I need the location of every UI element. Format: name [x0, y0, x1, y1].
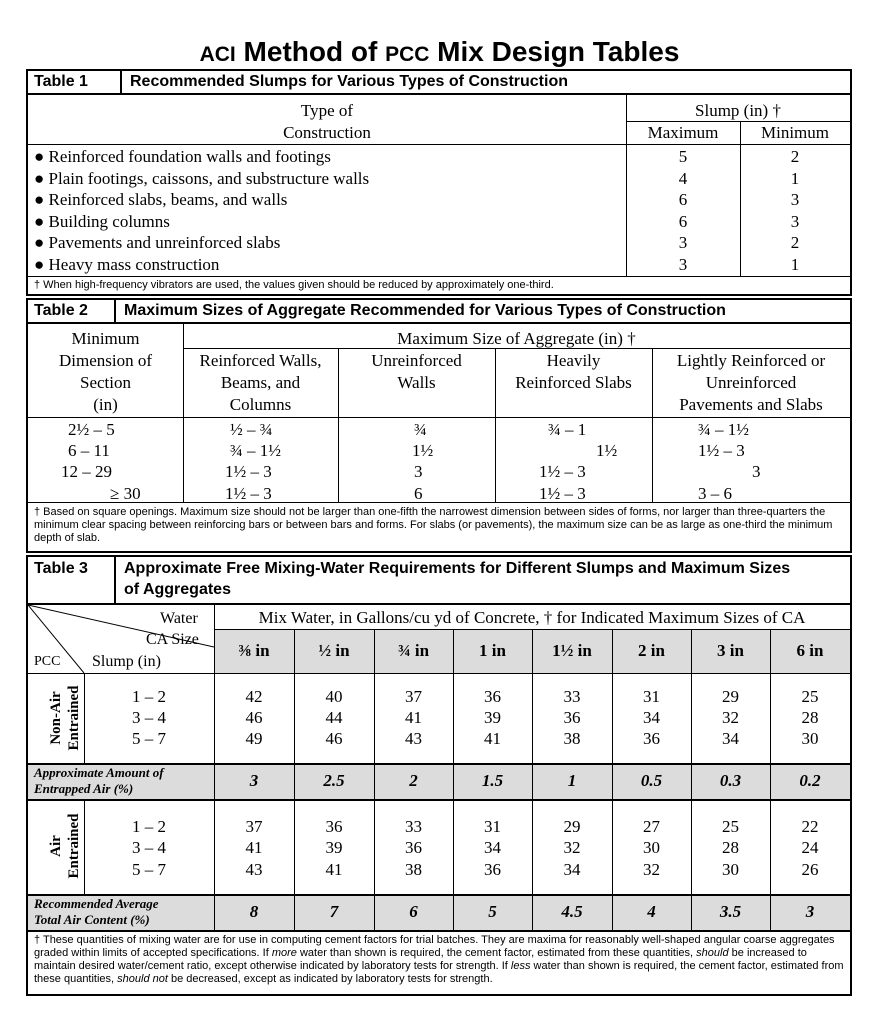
table-row: ● Reinforced slabs, beams, and walls: [34, 190, 288, 209]
table-row: ● Reinforced foundation walls and footings: [34, 147, 331, 166]
max-value: 4: [678, 169, 688, 188]
table-cell: 33: [563, 687, 581, 706]
table-cell: 39: [484, 708, 501, 727]
col-header-d: Unreinforced: [705, 373, 797, 392]
dim-value: 12 – 29: [61, 462, 112, 481]
col-header-a: Columns: [229, 395, 292, 414]
size-header: 6 in: [796, 641, 824, 660]
non-air-label-2: Entrained: [66, 685, 82, 751]
table-cell: 2.5: [323, 771, 345, 790]
table-cell: 33: [405, 817, 422, 836]
dim-value: 2½ – 5: [68, 420, 115, 439]
min-value: 3: [790, 212, 800, 231]
table-cell: 4: [647, 902, 656, 921]
col-a-value: 1½ – 3: [225, 462, 272, 481]
table-cell: 36: [643, 729, 660, 748]
table-row: ● Building columns: [34, 212, 170, 231]
table-3: [26, 555, 852, 996]
table-cell: 28: [801, 708, 819, 727]
table-3-header: [28, 557, 850, 605]
min-value: 2: [790, 147, 800, 166]
total-air-label: Recommended Average: [34, 896, 159, 911]
table-row: ● Plain footings, caissons, and substructure walls: [34, 169, 370, 188]
total-air-label-2: Total Air Content (%): [34, 912, 150, 927]
table-cell: 36: [325, 817, 343, 836]
slump-value: 3 – 4: [132, 838, 166, 857]
table-title: Maximum Sizes of Aggregate Recommended for Various Types of Construction: [124, 302, 726, 319]
table-cell: 34: [563, 860, 581, 879]
col-header-min-2: Dimension of: [58, 351, 153, 370]
size-header: 1½ in: [552, 641, 592, 660]
col-header-minimum: Minimum: [760, 123, 829, 142]
col-a-value: ½ – ¾: [230, 420, 273, 439]
table-cell: 39: [325, 838, 343, 857]
table-title-line-2: of Aggregates: [124, 581, 231, 598]
air-label: Air: [48, 835, 64, 857]
table-cell: 36: [563, 708, 581, 727]
col-c-value: 1½ – 3: [539, 462, 586, 481]
table-cell: 8: [249, 902, 259, 921]
col-header-a: Beams, and: [220, 373, 301, 392]
table-cell: 30: [722, 860, 739, 879]
col-header-slump: Slump (in) †: [695, 101, 781, 120]
dim-value: 6 – 11: [68, 441, 110, 460]
col-header-d: Pavements and Slabs: [679, 395, 823, 414]
corner-slump-label: Slump (in): [92, 653, 161, 670]
col-header-b: Unreinforced: [371, 351, 462, 370]
slump-value: 3 – 4: [132, 708, 166, 727]
table-cell: 4.5: [561, 902, 583, 921]
slump-value: 5 – 7: [132, 860, 166, 879]
table-cell: 27: [643, 817, 660, 836]
table-cell: 38: [563, 729, 581, 748]
table-cell: 1: [567, 771, 577, 790]
col-d-value: ¾ – 1½: [698, 420, 749, 439]
min-value: 2: [790, 233, 800, 252]
table-title: Recommended Slumps for Various Types of Construction: [130, 73, 568, 90]
max-value: 3: [678, 255, 688, 274]
table-cell: 41: [325, 860, 343, 879]
col-header-type: Type of: [300, 101, 354, 120]
table-cell: 32: [563, 838, 581, 857]
footnote: † When high-frequency vibrators are used, the values given should be reduced by approximately one-third.: [34, 279, 554, 291]
table-cell: 40: [325, 687, 343, 706]
table-2: [26, 298, 852, 553]
table-cell: 41: [245, 838, 263, 857]
table-row: ● Pavements and unreinforced slabs: [34, 233, 281, 252]
table-cell: 43: [245, 860, 263, 879]
table-cell: 36: [484, 860, 501, 879]
table-cell: 37: [405, 687, 422, 706]
table-cell: 7: [329, 902, 339, 921]
table-cell: 28: [722, 838, 739, 857]
corner-ca-label: CA Size: [146, 631, 199, 648]
non-air-label: Non-Air: [48, 691, 64, 745]
table-cell: 3: [249, 771, 259, 790]
table-cell: 26: [801, 860, 819, 879]
size-header: ¾ in: [397, 641, 430, 660]
table-2-header: [28, 300, 850, 324]
col-header-c: Heavily: [546, 351, 601, 370]
footnote: † Based on square openings. Maximum size should not be larger than one-fifth the narrowest dimension between sides of forms, nor larger than three-quarters the minimum clear spacing between reinforcing bars or between bars and forms. For slabs (or pavements), the maximum size can be as large as one-third the minimum depth of slab.: [34, 506, 833, 544]
corner-water-label: Water: [160, 610, 198, 627]
table-cell: 32: [643, 860, 660, 879]
col-b-value: 3: [414, 462, 423, 481]
max-value: 3: [678, 233, 688, 252]
entrapped-label-2: Entrapped Air (%): [34, 781, 134, 796]
slump-value: 5 – 7: [132, 729, 166, 748]
dim-value: ≥ 30: [110, 484, 141, 503]
max-value: 6: [678, 190, 688, 209]
table-cell: 0.3: [719, 771, 742, 790]
table-cell: 49: [245, 729, 263, 748]
col-a-value: ¾ – 1½: [230, 441, 281, 460]
table-number: Table 1: [28, 71, 122, 93]
col-header-b: Walls: [397, 373, 436, 392]
table-cell: 34: [643, 708, 660, 727]
table-cell: 3: [805, 902, 815, 921]
col-header-min-4: (in): [93, 395, 118, 414]
col-b-value: 1½: [412, 441, 434, 460]
min-value: 3: [790, 190, 800, 209]
table-cell: 30: [801, 729, 819, 748]
table-cell: 24: [801, 838, 819, 857]
slump-value: 1 – 2: [132, 817, 166, 836]
table-cell: 29: [722, 687, 739, 706]
table-cell: 43: [405, 729, 422, 748]
table-cell: 36: [405, 838, 422, 857]
table-cell: 42: [245, 687, 263, 706]
col-d-value: 3: [752, 462, 761, 481]
size-header: 3 in: [717, 641, 744, 660]
col-header-max-size: Maximum Size of Aggregate (in) †: [397, 329, 636, 348]
size-header: ½ in: [318, 641, 350, 660]
max-value: 6: [678, 212, 688, 231]
table-cell: 3.5: [719, 902, 742, 921]
table-number: Table 3: [28, 557, 116, 603]
max-value: 5: [678, 147, 688, 166]
table-cell: 1.5: [481, 771, 504, 790]
col-header-min-3: Section: [80, 373, 131, 392]
col-c-value: ¾ – 1: [548, 420, 587, 439]
table-cell: 41: [405, 708, 422, 727]
col-d-value: 3 – 6: [698, 484, 732, 503]
page-title: ACI Method of PCC Mix Design Tables: [199, 36, 680, 67]
table-cell: 37: [245, 817, 263, 836]
table-cell: 34: [484, 838, 501, 857]
table-cell: 6: [409, 902, 418, 921]
table-cell: 25: [722, 817, 739, 836]
col-header-c: Reinforced Slabs: [515, 373, 632, 392]
col-header-construction: Construction: [283, 123, 371, 142]
table-cell: 31: [643, 687, 660, 706]
table-number: Table 2: [28, 300, 116, 322]
table-cell: 25: [801, 687, 819, 706]
slump-value: 1 – 2: [132, 687, 166, 706]
table-1: [26, 69, 852, 296]
col-b-value: 6: [414, 484, 423, 503]
mix-water-header: Mix Water, in Gallons/cu yd of Concrete, † for Indicated Maximum Sizes of CA: [258, 608, 806, 627]
corner-pcc-label: PCC: [34, 654, 61, 669]
table-cell: 41: [484, 729, 501, 748]
size-header: 1 in: [479, 641, 506, 660]
table-cell: 31: [484, 817, 501, 836]
table-row: ● Heavy mass construction: [34, 255, 220, 274]
table-cell: 46: [325, 729, 343, 748]
table-cell: 5: [488, 902, 497, 921]
air-label-2: Entrained: [66, 813, 82, 879]
col-header-a: Reinforced Walls,: [199, 351, 322, 370]
col-a-value: 1½ – 3: [225, 484, 272, 503]
entrapped-label: Approximate Amount of: [34, 765, 164, 780]
table-cell: 29: [563, 817, 581, 836]
col-header-maximum: Maximum: [647, 123, 719, 142]
table-cell: 46: [245, 708, 263, 727]
table-cell: 0.5: [640, 771, 663, 790]
footnote: † These quantities of mixing water are for use in computing cement factors for trial batches. They are maxima for reasonably well-shaped angular coarse aggregates graded within limits of accepted specifications. If more water than shown is required, the cement factor, estimated from these quantities, should be increased to maintain desired water/cement ratio, except otherwise indicated by laboratory tests for strength. If less water than shown is required, the cement factor, estimated from these quantities, should not be decreased, except as indicated by laboratory tests for strength.: [34, 934, 844, 985]
table-cell: 36: [484, 687, 501, 706]
col-d-value: 1½ – 3: [698, 441, 745, 460]
col-c-value: 1½ – 3: [539, 484, 586, 503]
table-title: Approximate Free Mixing-Water Requirements for Different Slumps and Maximum Sizes: [124, 560, 791, 577]
col-c-value: 1½: [596, 441, 618, 460]
size-header: ⅜ in: [238, 641, 270, 660]
table-cell: 38: [405, 860, 422, 879]
table-cell: 22: [801, 817, 819, 836]
table-1-header: [28, 71, 850, 95]
table-cell: 2: [409, 771, 418, 790]
min-value: 1: [790, 255, 800, 274]
table-cell: 44: [325, 708, 343, 727]
min-value: 1: [790, 169, 800, 188]
col-header-d: Lightly Reinforced or: [676, 351, 826, 370]
col-header-min-1: Minimum: [71, 329, 140, 348]
table-cell: 32: [722, 708, 739, 727]
table-cell: 34: [722, 729, 739, 748]
table-cell: 30: [643, 838, 660, 857]
col-b-value: ¾: [414, 420, 427, 439]
size-header: 2 in: [638, 641, 665, 660]
table-cell: 0.2: [799, 771, 821, 790]
